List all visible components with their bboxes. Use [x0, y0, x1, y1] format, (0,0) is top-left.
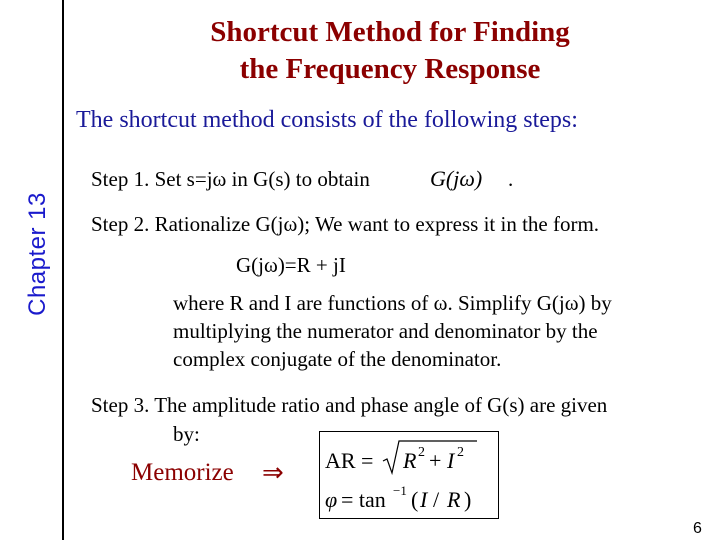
step3-text: The amplitude ratio and phase angle of G(s) are given [154, 393, 608, 417]
step1-text: Set s=jω in G(s) to obtain [154, 167, 370, 191]
step2-form: G(jω)=R + jI [236, 253, 346, 277]
chapter-label: Chapter 13 [24, 192, 51, 316]
page-number: 6 [693, 520, 702, 537]
intro-text: The shortcut method consists of the following steps: [76, 107, 578, 133]
implies-arrow-icon: ⇒ [262, 458, 284, 487]
svg-text:−1: −1 [393, 483, 407, 498]
step3-label: Step 3. [91, 393, 150, 417]
svg-text:φ: φ [325, 487, 338, 512]
step1-end: . [508, 167, 514, 191]
step1-label: Step 1. [91, 167, 150, 191]
sidebar-divider [62, 0, 64, 540]
svg-text:2: 2 [418, 445, 425, 460]
memorize-label: Memorize [131, 459, 234, 486]
step3-line [91, 392, 607, 419]
step2-where-3: complex conjugate of the denominator. [173, 347, 502, 371]
step1-line [91, 166, 370, 193]
step1-formula [428, 164, 508, 194]
title-line-2: the Frequency Response [239, 53, 541, 85]
svg-text:= tan: = tan [341, 487, 386, 512]
step2-line [91, 211, 599, 238]
step1-formula-text: G(jω) [430, 166, 483, 191]
step2-text: Rationalize G(jω); We want to express it in the form. [154, 212, 600, 236]
svg-text:AR =: AR = [325, 448, 374, 473]
svg-text:I: I [420, 487, 428, 512]
svg-text:(: ( [411, 487, 419, 512]
step3-text-2: by: [173, 422, 200, 446]
svg-text:/: / [433, 487, 440, 512]
step2-label: Step 2. [91, 212, 150, 236]
step2-where-1: where R and I are functions of ω. Simplify G(jω) by [173, 291, 612, 315]
svg-text:I: I [447, 448, 455, 473]
formula-box [319, 431, 499, 519]
svg-text:R: R [403, 448, 417, 473]
slide-title [120, 14, 660, 88]
svg-text:+: + [429, 448, 442, 473]
title-line-1: Shortcut Method for Finding [210, 16, 570, 48]
svg-text:2: 2 [457, 445, 464, 460]
svg-text:): ) [464, 487, 472, 512]
svg-text:R: R [447, 487, 461, 512]
step2-where-2: multiplying the numerator and denominator by the [173, 319, 598, 343]
